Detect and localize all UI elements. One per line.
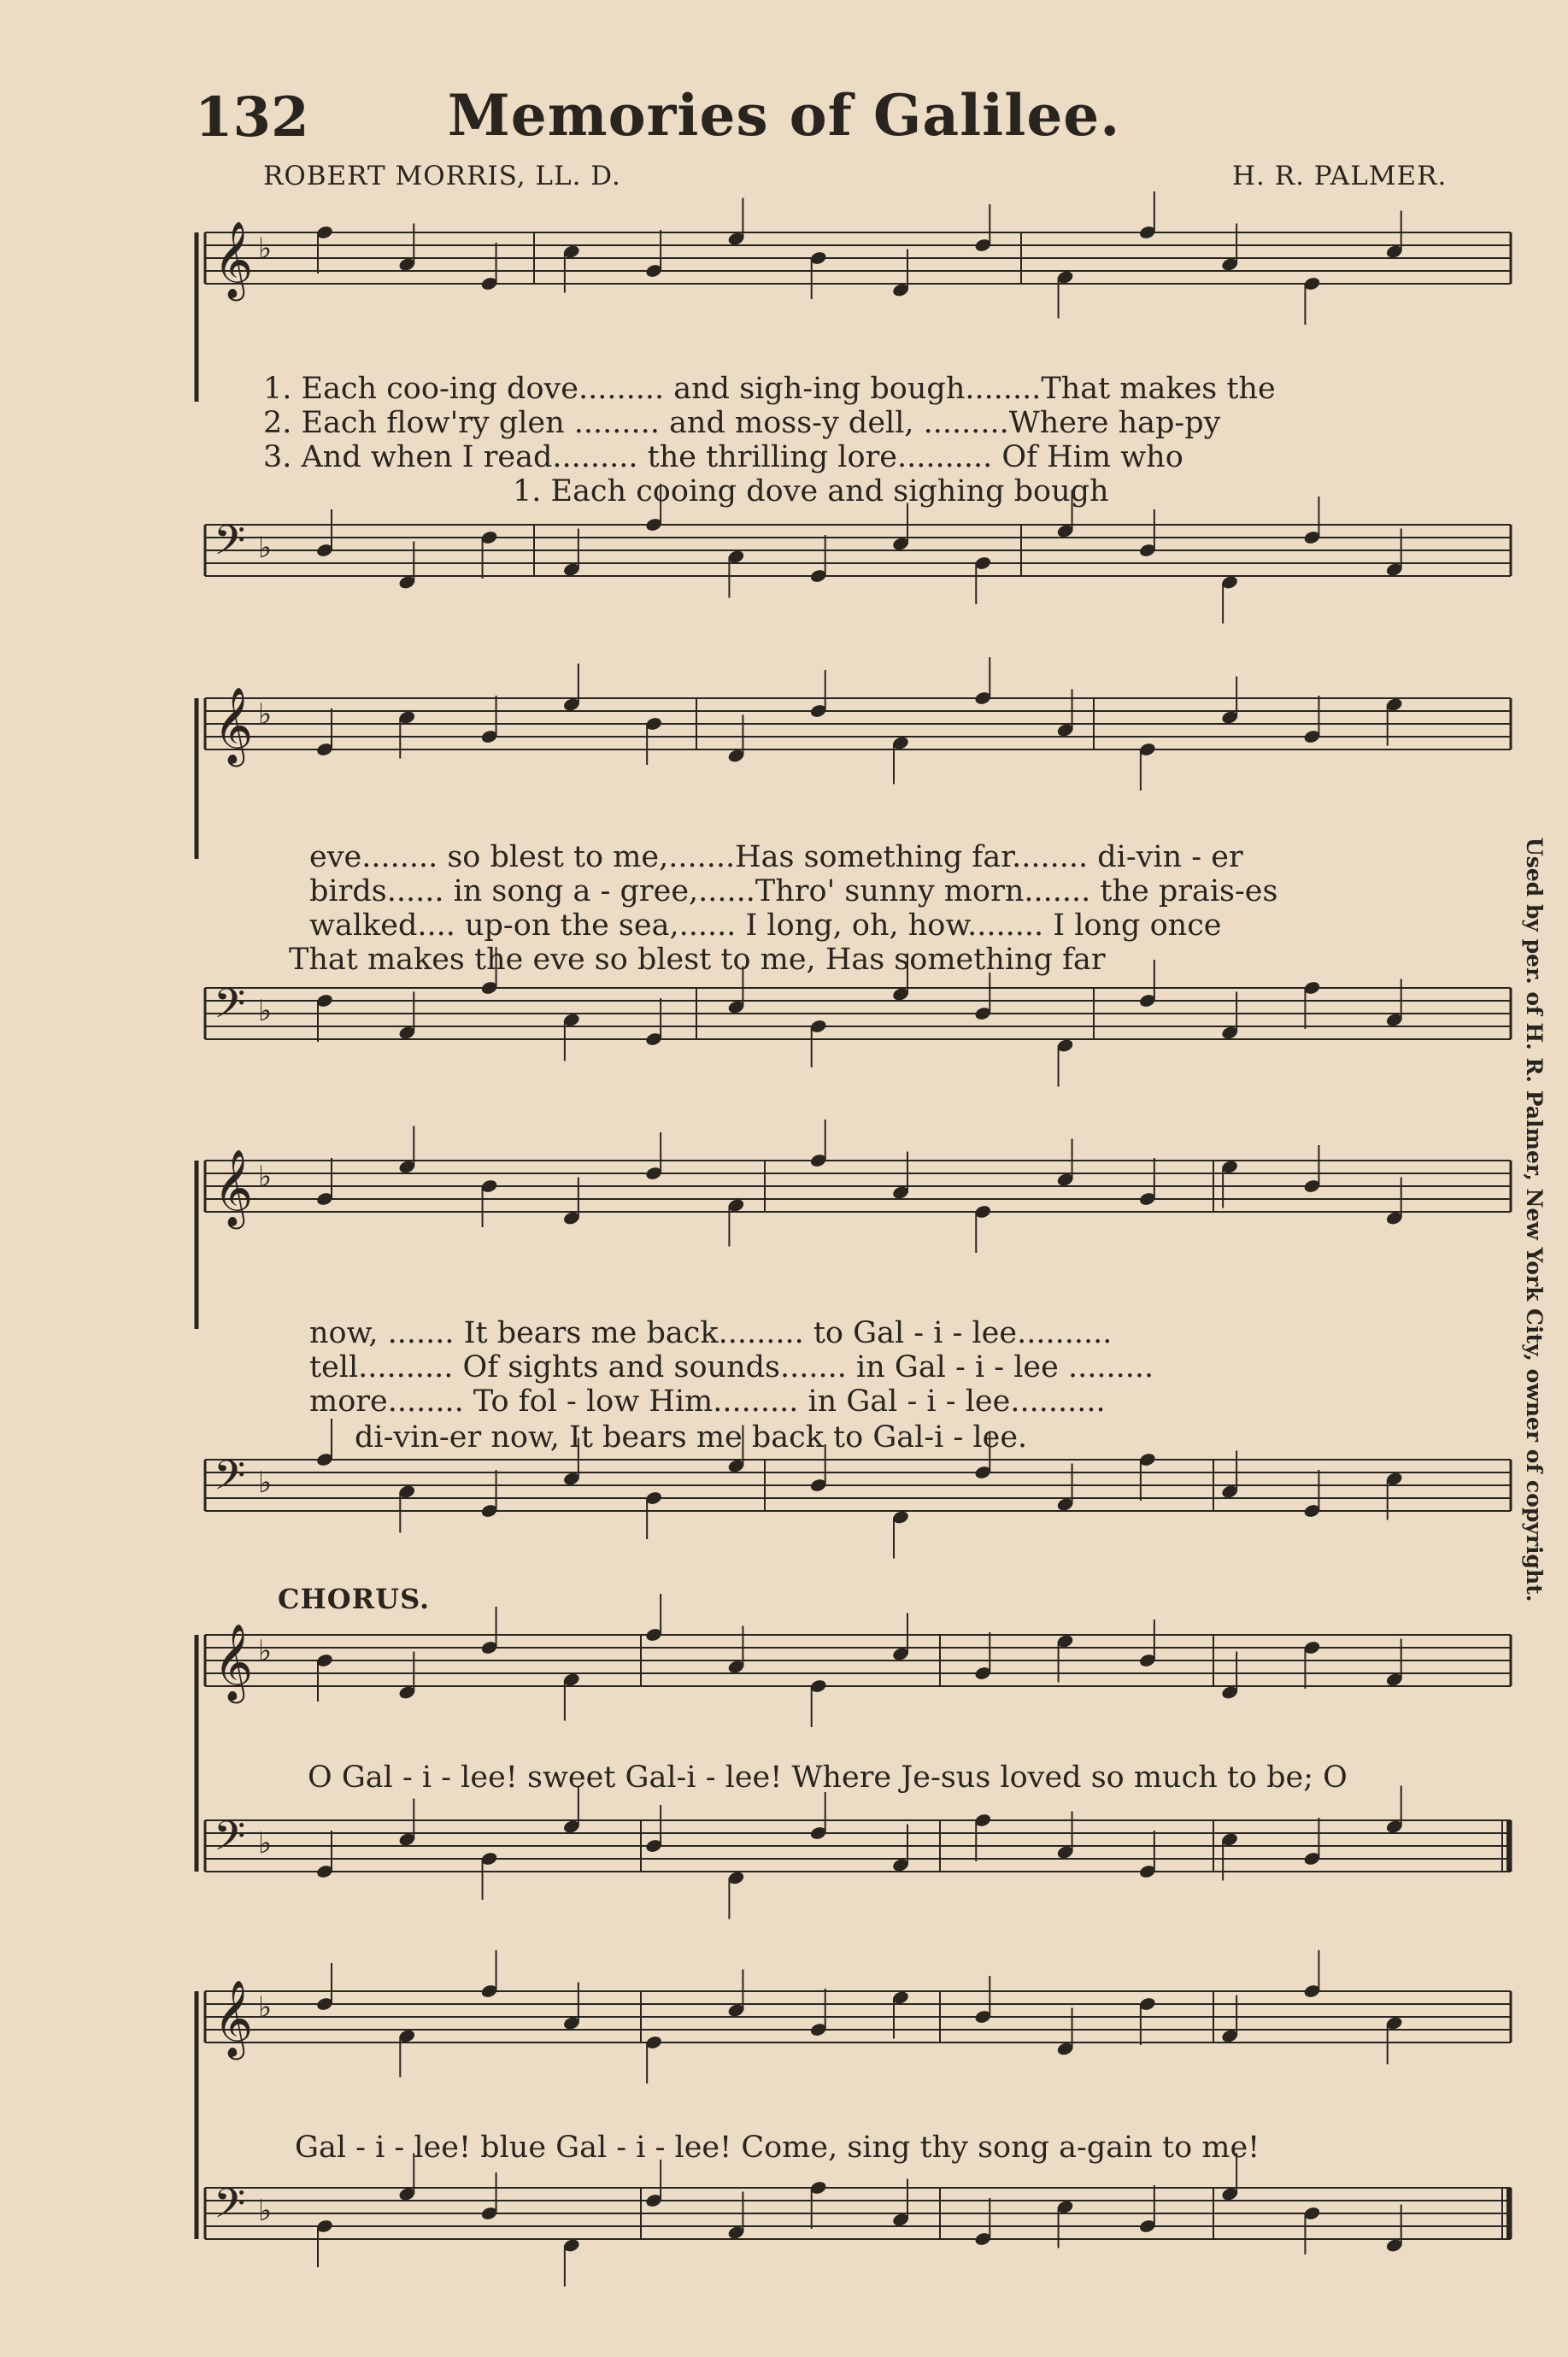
flat-icon: ♭: [258, 2194, 273, 2228]
chorus-lyric-line: Gal - i - lee! blue Gal - i - lee! Come, sing thy song a-gain to me!: [295, 2131, 1260, 2165]
flat-icon: ♭: [258, 1826, 273, 1860]
flat-icon: ♭: [258, 697, 273, 732]
flat-icon: ♭: [258, 1634, 273, 1668]
verse-3-line: more........ To fol - low Him......... in Gal - i - lee..........: [309, 1384, 1106, 1419]
treble-clef-icon: 𝄞: [214, 1149, 254, 1226]
bass-clef-icon: 𝄢: [214, 2179, 246, 2237]
composer-credit: H. R. PALMER.: [1232, 161, 1448, 191]
bass-clef-icon: 𝄢: [214, 1812, 246, 1870]
copyright-notice: Used by per. of H. R. Palmer, New York City, owner of copyright.: [1522, 838, 1547, 1602]
bass-lyric-line: That makes the eve so blest to me, Has something far: [289, 943, 1106, 977]
flat-icon: ♭: [258, 531, 273, 565]
bass-clef-icon: 𝄢: [214, 516, 246, 574]
chorus-lyric-line: O Gal - i - lee! sweet Gal-i - lee! Where Je-sus loved so much to be; O: [308, 1760, 1348, 1795]
treble-clef-icon: 𝄞: [214, 221, 254, 298]
page-number: 132: [195, 85, 309, 150]
verse-2-line: 2. Each flow'ry glen ......... and moss-y dell, .........Where hap-py: [263, 406, 1221, 440]
verse-3-line: walked.... up-on the sea,...... I long, oh, how........ I long once: [309, 908, 1222, 943]
verse-2-line: tell.......... Of sights and sounds....... in Gal - i - lee .........: [309, 1350, 1154, 1384]
flat-icon: ♭: [258, 1466, 273, 1500]
flat-icon: ♭: [258, 1990, 273, 2025]
verse-3-line: 3. And when I read......... the thrilling lore.......... Of Him who: [263, 440, 1183, 474]
hymn-title: Memories of Galilee.: [447, 82, 1121, 149]
verse-1-line: 1. Each coo-ing dove......... and sigh-ing bough........That makes the: [263, 372, 1276, 406]
author-credit: ROBERT MORRIS, LL. D.: [263, 161, 621, 191]
bass-clef-icon: 𝄢: [214, 1451, 246, 1509]
verse-1-line: eve........ so blest to me,.......Has something far........ di-vin - er: [309, 840, 1243, 874]
treble-clef-icon: 𝄞: [214, 687, 254, 764]
chorus-label: CHORUS.: [278, 1583, 431, 1615]
flat-icon: ♭: [258, 1160, 273, 1194]
treble-clef-icon: 𝄞: [214, 1980, 254, 2057]
flat-icon: ♭: [258, 232, 273, 266]
bass-clef-icon: 𝄢: [214, 979, 246, 1037]
bass-lyric-line: di-vin-er now, It bears me back to Gal-i - lee.: [355, 1420, 1028, 1455]
treble-clef-icon: 𝄞: [214, 1624, 254, 1701]
bass-lyric-line: 1. Each cooing dove and sighing bough: [513, 474, 1109, 508]
verse-2-line: birds...... in song a - gree,......Thro' sunny morn....... the prais-es: [309, 874, 1278, 908]
flat-icon: ♭: [258, 994, 273, 1028]
verse-1-line: now, ....... It bears me back......... to Gal - i - lee..........: [309, 1316, 1113, 1350]
